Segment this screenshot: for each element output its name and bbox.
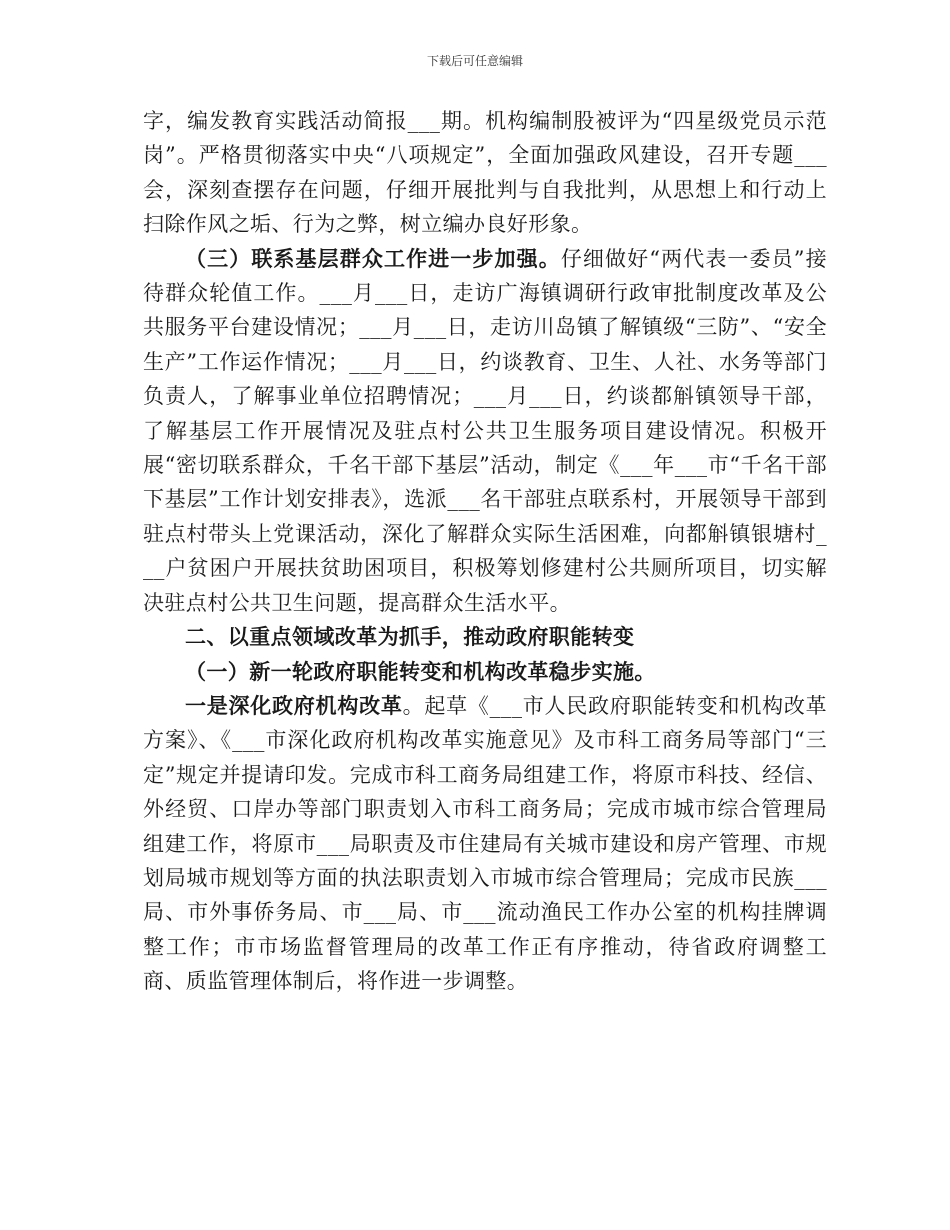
subsection-heading-1: （一）新一轮政府职能转变和机构改革稳步实施。 <box>185 658 656 684</box>
document-body <box>143 104 827 999</box>
paragraph-reform <box>143 689 827 999</box>
section-heading-2: 二、以重点领域改革为抓手，推动政府职能转变 <box>185 624 635 650</box>
paragraph-continuation: 字，编发教育实践活动简报___期。机构编制股被评为“四星级党员示范岗”。严格贯彻落实中央“八项规定”，全面加强政风建设，召开专题___会，深刻查摆存在问题，仔细开展批判与自我批判，从思想上和行动上扫除作风之垢、行为之弊，树立编办良好形象。 <box>143 109 827 237</box>
paragraph-liaison-title: （三）联系基层群众工作进一步加强。 <box>185 245 561 271</box>
paragraph-reform-title: 一是深化政府机构改革 <box>185 692 403 718</box>
paragraph-liaison <box>143 242 827 620</box>
paragraph-liaison-body: 仔细做好“两代表一委员”接待群众轮值工作。___月___日，走访广海镇调研行政审批制度改革及公共服务平台建设情况；___月___日，走访川岛镇了解镇级“三防”、“安全生产”工作运作情况；___月___日，约谈教育、卫生、人社、水务等部门负责人，了解事业单位招聘情况；___月___日，约谈都斛镇领导干部，了解基层工作开展情况及驻点村公共卫生服务项目建设情况。积极开展“密切联系群众，千名干部下基层”活动，制定《___年___市“千名干部下基层”工作计划安排表》，选派___名干部驻点联系村，开展领导干部到驻点村带头上党课活动，深化了解群众实际生活困难，向都斛镇银塘村___户贫困户开展扶贫助困项目，积极筹划修建村公共厕所项目，切实解决驻点村公共卫生问题，提高群众生活水平。 <box>143 246 827 615</box>
page-header: 下载后可任意编辑 <box>426 54 523 68</box>
paragraph-reform-body: 。起草《___市人民政府职能转变和机构改革方案》、《___市深化政府机构改革实施意见》及市科工商务局等部门“三定”规定并提请印发。完成市科工商务局组建工作，将原市科技、经信、外经贸、口岸办等部门职责划入市科工商务局；完成市城市综合管理局组建工作，将原市___局职责及市住建局有关城市建设和房产管理、市规划局城市规划等方面的执法职责划入市城市综合管理局；完成市民族___局、市外事侨务局、市___局、市___流动渔民工作办公室的机构挂牌调整工作；市市场监督管理局的改革工作正有序推动，待省政府调整工商、质监管理体制后，将作进一步调整。 <box>143 693 827 994</box>
